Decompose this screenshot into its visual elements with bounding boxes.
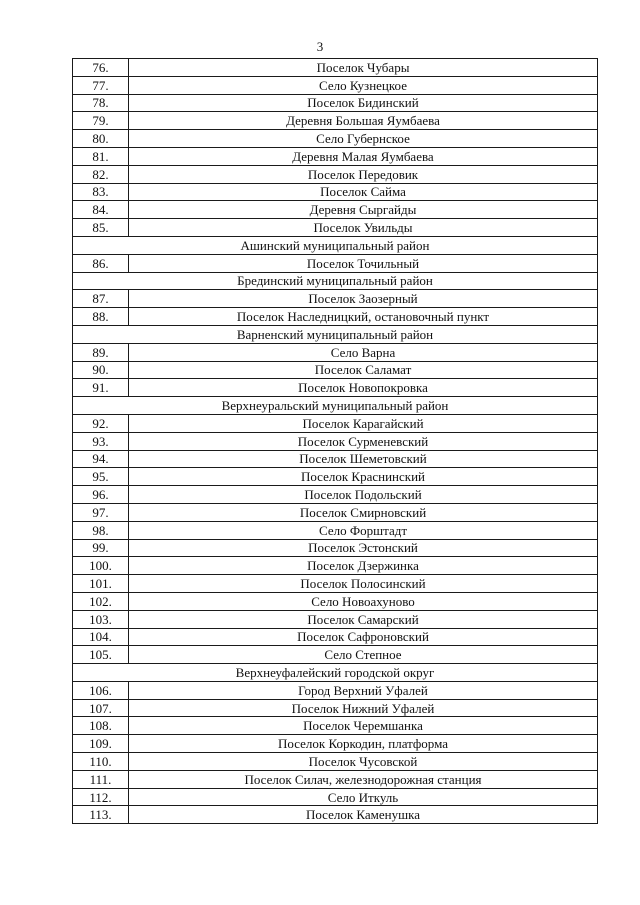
- row-number: 86.: [73, 254, 129, 272]
- settlement-name: Поселок Карагайский: [129, 414, 598, 432]
- settlement-name: Поселок Самарский: [129, 610, 598, 628]
- settlement-name: Село Губернское: [129, 130, 598, 148]
- row-number: 90.: [73, 361, 129, 379]
- row-number: 79.: [73, 112, 129, 130]
- settlement-name: Поселок Новопокровка: [129, 379, 598, 397]
- row-number: 102.: [73, 592, 129, 610]
- settlement-name: Поселок Саламат: [129, 361, 598, 379]
- row-number: 80.: [73, 130, 129, 148]
- settlement-name: Деревня Большая Яумбаева: [129, 112, 598, 130]
- table-row: [73, 59, 598, 77]
- table-row: [73, 646, 598, 664]
- row-number: 76.: [73, 59, 129, 77]
- settlement-name: Село Степное: [129, 646, 598, 664]
- row-number: 113.: [73, 806, 129, 824]
- table-row: [73, 628, 598, 646]
- settlement-name: Село Новоахуново: [129, 592, 598, 610]
- settlement-name: Поселок Коркодин, платформа: [129, 735, 598, 753]
- settlement-name: Деревня Сыргайды: [129, 201, 598, 219]
- row-number: 107.: [73, 699, 129, 717]
- table-row: [73, 361, 598, 379]
- settlement-name: Поселок Подольский: [129, 486, 598, 504]
- row-number: 98.: [73, 521, 129, 539]
- settlement-name: Поселок Бидинский: [129, 94, 598, 112]
- row-number: 112.: [73, 788, 129, 806]
- settlement-name: Поселок Каменушка: [129, 806, 598, 824]
- settlement-name: Село Кузнецкое: [129, 76, 598, 94]
- settlement-name: Поселок Силач, железнодорожная станция: [129, 770, 598, 788]
- row-number: 99.: [73, 539, 129, 557]
- table-row: [73, 254, 598, 272]
- settlement-name: Поселок Наследницкий, остановочный пункт: [129, 308, 598, 326]
- row-number: 110.: [73, 753, 129, 771]
- table-row: [73, 681, 598, 699]
- row-number: 106.: [73, 681, 129, 699]
- table-row: [73, 290, 598, 308]
- section-header-row: [73, 664, 598, 682]
- table-row: [73, 592, 598, 610]
- row-number: 111.: [73, 770, 129, 788]
- row-number: 92.: [73, 414, 129, 432]
- table-row: [73, 503, 598, 521]
- row-number: 103.: [73, 610, 129, 628]
- table-row: [73, 147, 598, 165]
- table-row: [73, 770, 598, 788]
- table-row: [73, 94, 598, 112]
- table-row: [73, 735, 598, 753]
- table-row: [73, 486, 598, 504]
- row-number: 89.: [73, 343, 129, 361]
- settlement-name: Поселок Шеметовский: [129, 450, 598, 468]
- row-number: 82.: [73, 165, 129, 183]
- table-row: [73, 575, 598, 593]
- table-row: [73, 343, 598, 361]
- table-row: [73, 379, 598, 397]
- table-row: [73, 717, 598, 735]
- settlement-name: Город Верхний Уфалей: [129, 681, 598, 699]
- settlement-name: Поселок Передовик: [129, 165, 598, 183]
- row-number: 84.: [73, 201, 129, 219]
- table-row: [73, 753, 598, 771]
- section-title: Верхнеуфалейский городской округ: [73, 664, 598, 682]
- row-number: 104.: [73, 628, 129, 646]
- settlement-name: Село Варна: [129, 343, 598, 361]
- row-number: 77.: [73, 76, 129, 94]
- settlements-table: [72, 58, 598, 824]
- row-number: 109.: [73, 735, 129, 753]
- settlement-name: Деревня Малая Яумбаева: [129, 147, 598, 165]
- section-header-row: [73, 272, 598, 290]
- table-row: [73, 414, 598, 432]
- row-number: 105.: [73, 646, 129, 664]
- table-row: [73, 130, 598, 148]
- settlement-name: Поселок Дзержинка: [129, 557, 598, 575]
- row-number: 88.: [73, 308, 129, 326]
- row-number: 81.: [73, 147, 129, 165]
- settlement-name: Поселок Заозерный: [129, 290, 598, 308]
- table-row: [73, 788, 598, 806]
- table-body: [73, 59, 598, 824]
- settlement-name: Поселок Сурменевский: [129, 432, 598, 450]
- settlement-name: Поселок Полосинский: [129, 575, 598, 593]
- table-row: [73, 610, 598, 628]
- page-number: 3: [316, 39, 324, 54]
- table-row: [73, 521, 598, 539]
- settlement-name: Село Иткуль: [129, 788, 598, 806]
- row-number: 78.: [73, 94, 129, 112]
- settlement-name: Поселок Чусовской: [129, 753, 598, 771]
- table-row: [73, 557, 598, 575]
- table-row: [73, 76, 598, 94]
- settlement-name: Поселок Точильный: [129, 254, 598, 272]
- table-row: [73, 219, 598, 237]
- section-title: Верхнеуральский муниципальный район: [73, 397, 598, 415]
- section-title: Ашинский муниципальный район: [73, 236, 598, 254]
- table-row: [73, 432, 598, 450]
- settlement-name: Поселок Сайма: [129, 183, 598, 201]
- table-row: [73, 806, 598, 824]
- settlement-name: Поселок Чубары: [129, 59, 598, 77]
- row-number: 83.: [73, 183, 129, 201]
- row-number: 101.: [73, 575, 129, 593]
- table-row: [73, 183, 598, 201]
- row-number: 94.: [73, 450, 129, 468]
- settlement-name: Поселок Нижний Уфалей: [129, 699, 598, 717]
- settlement-name: Село Форштадт: [129, 521, 598, 539]
- row-number: 91.: [73, 379, 129, 397]
- row-number: 93.: [73, 432, 129, 450]
- table-row: [73, 308, 598, 326]
- settlement-name: Поселок Сафроновский: [129, 628, 598, 646]
- row-number: 97.: [73, 503, 129, 521]
- row-number: 95.: [73, 468, 129, 486]
- section-title: Варненский муниципальный район: [73, 325, 598, 343]
- section-header-row: [73, 397, 598, 415]
- settlement-name: Поселок Смирновский: [129, 503, 598, 521]
- row-number: 87.: [73, 290, 129, 308]
- table-row: [73, 539, 598, 557]
- settlement-name: Поселок Черемшанка: [129, 717, 598, 735]
- row-number: 108.: [73, 717, 129, 735]
- settlement-name: Поселок Эстонский: [129, 539, 598, 557]
- row-number: 100.: [73, 557, 129, 575]
- row-number: 85.: [73, 219, 129, 237]
- table-row: [73, 699, 598, 717]
- table-row: [73, 112, 598, 130]
- section-header-row: [73, 236, 598, 254]
- settlement-name: Поселок Увильды: [129, 219, 598, 237]
- table-row: [73, 201, 598, 219]
- settlement-name: Поселок Краснинский: [129, 468, 598, 486]
- table-row: [73, 165, 598, 183]
- table-row: [73, 468, 598, 486]
- section-header-row: [73, 325, 598, 343]
- row-number: 96.: [73, 486, 129, 504]
- section-title: Брединский муниципальный район: [73, 272, 598, 290]
- table-row: [73, 450, 598, 468]
